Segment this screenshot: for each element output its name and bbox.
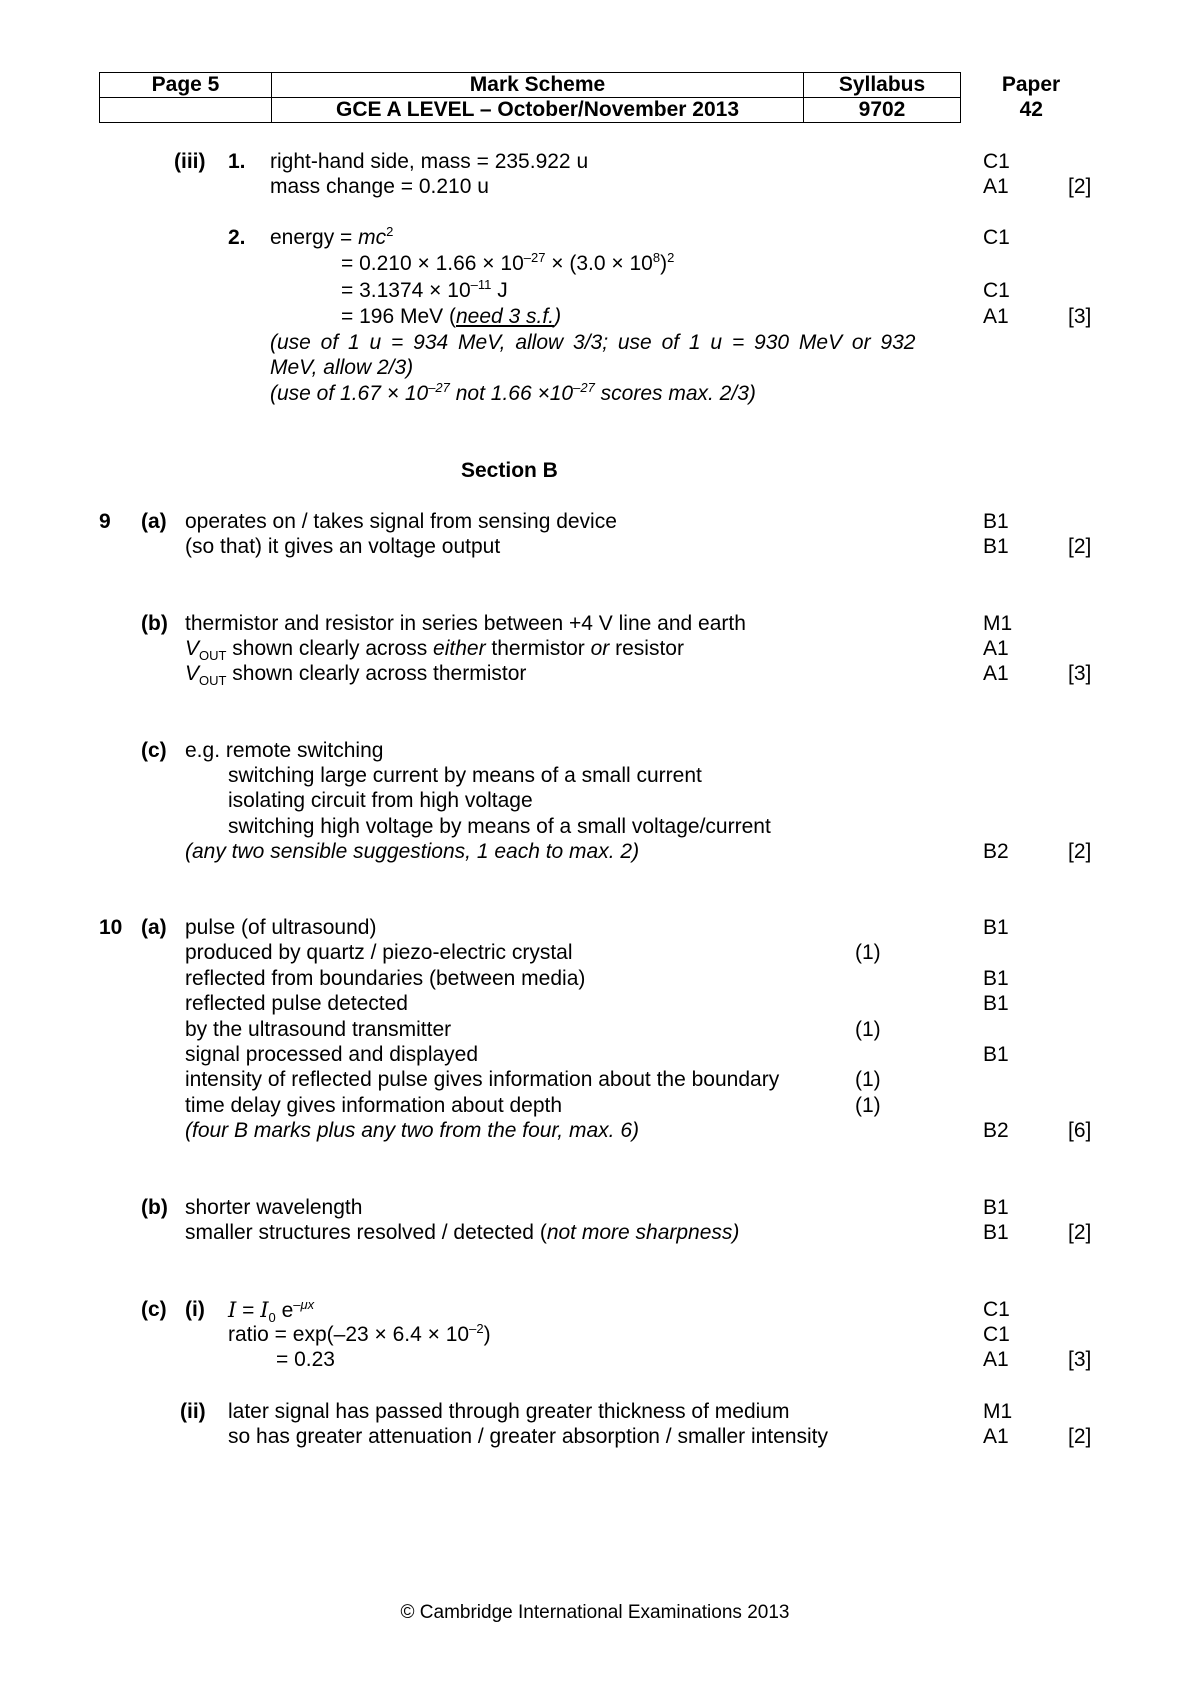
mark: A1 (983, 175, 1009, 198)
header-syllabus-label: Syllabus (804, 73, 961, 98)
mark: B1 (983, 1196, 1009, 1219)
header-paper: 42 (1019, 98, 1043, 121)
answer-line: $V_{OUT}$ shown clearly across thermistor (185, 662, 527, 689)
note-line: (use of 1 u = 934 MeV, allow 3/3; use of 1 u = 930 MeV or 932 (270, 331, 916, 354)
answer-line: = 0.23 (276, 1348, 335, 1371)
mark: B1 (983, 916, 1009, 939)
answer-line: pulse (of ultrasound) (185, 916, 377, 939)
answer-line: operates on / takes signal from sensing device (185, 510, 617, 533)
equation: $I = I_0$ $e^{-\mu x}$ (228, 1297, 315, 1326)
total-mark: [2] (1068, 840, 1092, 863)
subpart-num-1: 1. (228, 150, 246, 173)
answer-line: isolating circuit from high voltage (228, 789, 533, 812)
answer-line: later signal has passed through greater thickness of medium (228, 1400, 790, 1423)
answer-line: reflected pulse detected (185, 992, 408, 1015)
header-exam: GCE A LEVEL – October/November 2013 (272, 98, 804, 123)
sub-mark: (1) (855, 941, 881, 964)
header-title: Mark Scheme (272, 73, 804, 98)
answer-line: reflected from boundaries (between media) (185, 967, 586, 990)
mark: A1 (983, 1348, 1009, 1371)
header-syllabus: 9702 (804, 98, 961, 123)
mark: A1 (983, 662, 1009, 685)
mark: C1 (983, 150, 1010, 173)
total-mark: [3] (1068, 1348, 1092, 1371)
answer-line: so has greater attenuation / greater absorption / smaller intensity (228, 1425, 828, 1448)
total-mark: [3] (1068, 662, 1092, 685)
sub-mark: (1) (855, 1068, 881, 1091)
total-mark: [6] (1068, 1119, 1092, 1142)
answer-line: mass change = 0.210 u (270, 175, 489, 198)
answer-line: right-hand side, mass = 235.922 u (270, 150, 589, 173)
answer-line: (so that) it gives an voltage output (185, 535, 501, 558)
answer-line: (four B marks plus any two from the four, max. 6) (185, 1119, 639, 1142)
answer-line: by the ultrasound transmitter (185, 1018, 452, 1041)
answer-line: = $3.1374 \times 10^{-11}$ J (341, 277, 508, 302)
answer-line: energy = $mc^2$ (270, 224, 394, 249)
part-label: (c) (141, 1298, 167, 1321)
note-line: MeV, allow 2/3) (270, 356, 414, 379)
total-mark: [2] (1068, 175, 1092, 198)
part-label: (a) (141, 916, 167, 939)
answer-line: time delay gives information about depth (185, 1094, 563, 1117)
mark: B1 (983, 1043, 1009, 1066)
note-line: (use of $1.67 \times 10^{-27}$ not $1.66 \times 10^{-27}$ scores max. 2/3) (270, 380, 756, 405)
footer-copyright: © Cambridge International Examinations 2013 (400, 1602, 790, 1623)
subpart-label: (i) (185, 1298, 205, 1321)
part-label: (a) (141, 510, 167, 533)
mark: M1 (983, 1400, 1013, 1423)
header-paper-label: Paper (1001, 73, 1061, 96)
note-line: (any two sensible suggestions, 1 each to max. 2) (185, 840, 640, 863)
mark: B1 (983, 992, 1009, 1015)
answer-line: e.g. remote switching (185, 739, 384, 762)
part-label: (b) (141, 612, 168, 635)
mark: A1 (983, 637, 1009, 660)
header-page: Page 5 (100, 73, 272, 98)
answer-line: switching large current by means of a small current (228, 764, 702, 787)
answer-line: thermistor and resistor in series between +4 V line and earth (185, 612, 746, 635)
answer-line: produced by quartz / piezo-electric crystal (185, 941, 573, 964)
mark: C1 (983, 1298, 1010, 1321)
answer-line: = 196 MeV (need 3 s.f.) (341, 305, 562, 328)
total-mark: [3] (1068, 305, 1092, 328)
total-mark: [2] (1068, 1425, 1092, 1448)
answer-line: ratio = $\exp(-23 \times 6.4 \times 10^{-2})$ (228, 1321, 491, 1346)
answer-line: $V_{OUT}$ shown clearly across either thermistor or resistor (185, 637, 684, 664)
mark: C1 (983, 1323, 1010, 1346)
mark: A1 (983, 1425, 1009, 1448)
header-empty-cell (100, 98, 272, 123)
mark: B1 (983, 535, 1009, 558)
question-number-9: 9 (99, 510, 111, 533)
mark: B1 (983, 510, 1009, 533)
mark: B2 (983, 1119, 1009, 1142)
mark: B2 (983, 840, 1009, 863)
answer-line: intensity of reflected pulse gives information about the boundary (185, 1068, 780, 1091)
answer-line: switching high voltage by means of a small voltage/current (228, 815, 771, 838)
mark: B1 (983, 1221, 1009, 1244)
header-table (99, 72, 1102, 123)
question-number-10: 10 (99, 916, 123, 939)
total-mark: [2] (1068, 535, 1092, 558)
total-mark: [2] (1068, 1221, 1092, 1244)
answer-line: = $0.210 \times 1.66 \times 10^{-27} \times (3.0 \times 10^8)^2$ (341, 250, 675, 275)
part-label: (b) (141, 1196, 168, 1219)
part-label-iii: (iii) (174, 150, 206, 173)
mark: C1 (983, 279, 1010, 302)
mark: C1 (983, 226, 1010, 249)
sub-mark: (1) (855, 1018, 881, 1041)
answer-line: shorter wavelength (185, 1196, 363, 1219)
section-heading: Section B (461, 459, 558, 482)
mark: A1 (983, 305, 1009, 328)
part-label: (c) (141, 739, 167, 762)
answer-line: smaller structures resolved / detected (not more sharpness) (185, 1221, 740, 1244)
mark: M1 (983, 612, 1013, 635)
subpart-num-2: 2. (228, 226, 246, 249)
sub-mark: (1) (855, 1094, 881, 1117)
answer-line: signal processed and displayed (185, 1043, 479, 1066)
subpart-label: (ii) (180, 1400, 206, 1423)
mark: B1 (983, 967, 1009, 990)
